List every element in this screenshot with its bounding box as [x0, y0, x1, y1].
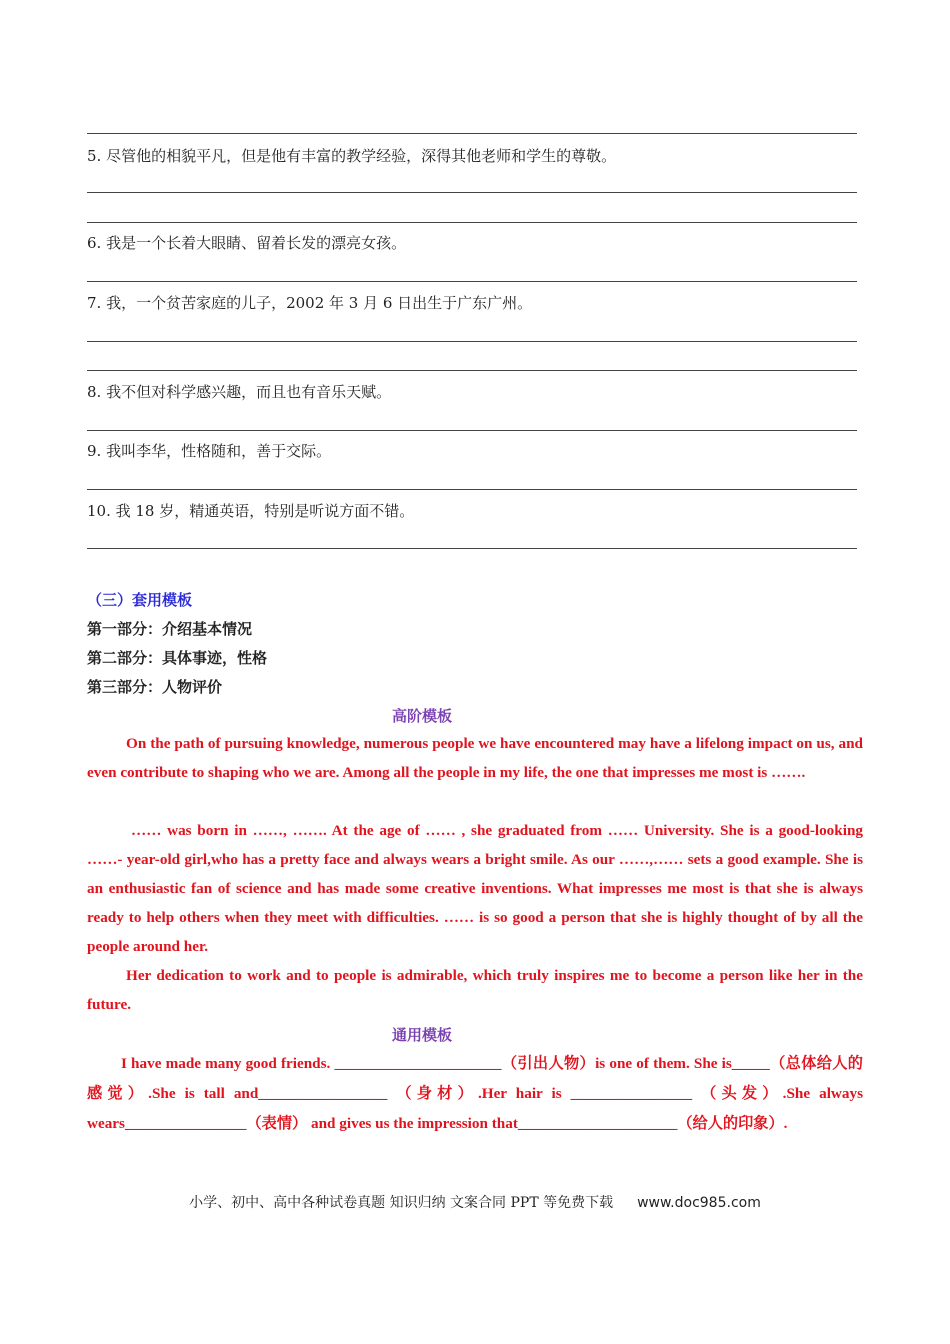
- advanced-template-title: 高阶模板: [391, 707, 452, 725]
- advanced-template-paragraph-3: Her dedication to work and to people is admirable, which truly inspires me to become a person like her in the future.: [87, 967, 863, 1013]
- advanced-template-paragraph-2: …… was born in ……, ……. At the age of …… , she graduated from …… University. She is a good-looking ……- year-old girl,who has a pretty face and always wears a bright smile. As our ……,…… sets a good example. She is an enthusiastic fan of science and has made some creative inventions. What impresses me most is that she is always ready to help others when they meet with difficulties. …… is so good a person that she is highly thought of by all the people around her.: [87, 822, 863, 955]
- advanced-template-paragraph-1: On the path of pursuing knowledge, numerous people we have encountered may have a lifelong impact on us, and even contribute to shaping who we are. Among all the people in my life, the one that impresses me most is …….: [87, 735, 863, 781]
- general-template-title: 通用模板: [391, 1026, 452, 1044]
- footer-url[interactable]: www.doc985.com: [637, 1195, 761, 1211]
- answer-line: [87, 133, 857, 134]
- answer-line: [87, 341, 857, 342]
- footer-text: 小学、初中、高中各种试卷真题 知识归纳 文案合同 PPT 等免费下载: [189, 1195, 614, 1211]
- answer-line: [87, 370, 857, 371]
- section-heading: （三）套用模板: [87, 591, 193, 609]
- answer-line: [87, 222, 857, 223]
- answer-line: [87, 192, 857, 193]
- question-10: 10. 我 18 岁，精通英语，特别是听说方面不错。: [87, 502, 415, 520]
- answer-line: [87, 430, 857, 431]
- question-6: 6. 我是一个长着大眼睛、留着长发的漂亮女孩。: [87, 234, 407, 252]
- general-template-paragraph: I have made many good friends. ______________________（引出人物）is one of them. She is_____（总体给人的感觉）.She is tall and_________________ （身材）.Her hair is ________________ （头发）.She always wears________________（表情） and gives us the impression that_____________________（给人的印象）.: [87, 1055, 863, 1132]
- section-part-2: 第二部分：具体事迹，性格: [87, 649, 268, 667]
- answer-line: [87, 489, 857, 490]
- section-part-3: 第三部分：人物评价: [87, 678, 223, 696]
- page-footer: [0, 1192, 950, 1212]
- answer-line: [87, 281, 857, 282]
- question-9: 9. 我叫李华，性格随和，善于交际。: [87, 442, 332, 460]
- question-8: 8. 我不但对科学感兴趣，而且也有音乐天赋。: [87, 383, 392, 401]
- answer-line: [87, 548, 857, 549]
- section-part-1: 第一部分：介绍基本情况: [87, 620, 253, 638]
- question-7: 7. 我，一个贫苦家庭的儿子，2002 年 3 月 6 日出生于广东广州。: [87, 294, 533, 312]
- question-5: 5. 尽管他的相貌平凡，但是他有丰富的教学经验，深得其他老师和学生的尊敬。: [87, 147, 617, 165]
